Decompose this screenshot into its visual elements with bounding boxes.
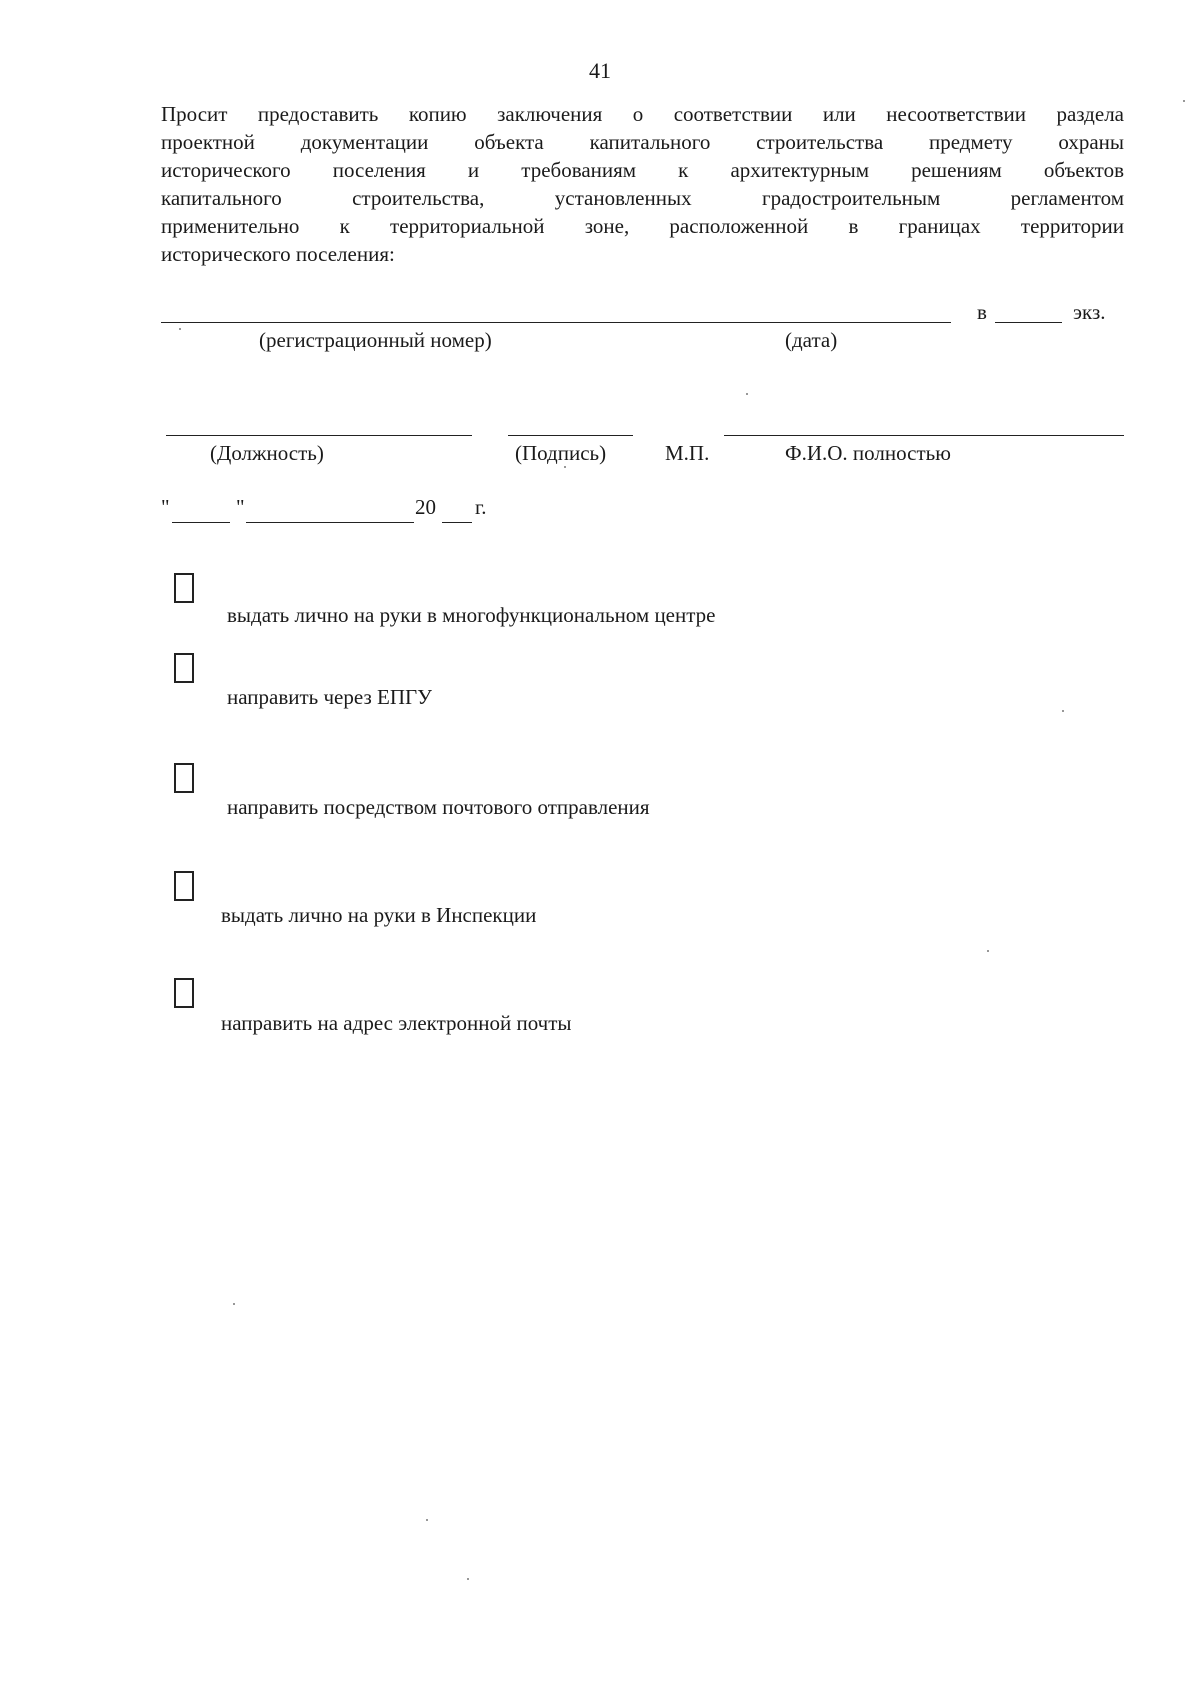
stamp-caption: М.П. <box>665 441 710 465</box>
request-paragraph <box>161 100 1124 268</box>
position-caption: (Должность) <box>210 441 324 465</box>
day-blank-line[interactable] <box>172 522 230 523</box>
checkbox-epgu[interactable] <box>174 653 194 683</box>
paragraph-line: исторического поселения и требованиям к архитектурным решениям объектов <box>161 158 1124 182</box>
checkbox-inspection[interactable] <box>174 871 194 901</box>
paragraph-line: капитального строительства, установленных градостроительным регламентом <box>161 186 1124 210</box>
paragraph-line: исторического поселения: <box>161 242 395 266</box>
checkbox-email[interactable] <box>174 978 194 1008</box>
scan-speck <box>426 1519 428 1521</box>
option-label-epgu: направить через ЕПГУ <box>227 685 433 709</box>
checkbox-post[interactable] <box>174 763 194 793</box>
paragraph-line: Просит предоставить копию заключения о соответствии или несоответствии раздела <box>161 102 1124 126</box>
date-quote-open: " <box>161 495 170 519</box>
month-blank-line[interactable] <box>246 522 414 523</box>
date-century: 20 <box>415 495 436 519</box>
scan-speck <box>233 1303 235 1305</box>
signature-caption: (Подпись) <box>515 441 607 465</box>
paragraph-line: проектной документации объекта капитального строительства предмету охраны <box>161 130 1124 154</box>
year-suffix: г. <box>475 495 487 519</box>
registration-number-caption: (регистрационный номер) <box>259 328 492 352</box>
copies-prefix: в <box>977 300 987 324</box>
position-blank-line[interactable] <box>166 435 472 436</box>
scan-speck <box>746 393 748 395</box>
full-name-caption: Ф.И.О. полностью <box>785 441 951 465</box>
scan-speck <box>1062 710 1064 712</box>
option-label-mfc: выдать лично на руки в многофункциональном центре <box>227 603 716 627</box>
full-name-blank-line[interactable] <box>724 435 1124 436</box>
scan-speck <box>467 1578 469 1580</box>
page-number: 41 <box>589 58 611 83</box>
checkbox-mfc[interactable] <box>174 573 194 603</box>
copies-count-blank-line[interactable] <box>995 322 1062 323</box>
date-quote-close: " <box>236 495 245 519</box>
scan-speck <box>987 950 989 952</box>
option-label-email: направить на адрес электронной почты <box>221 1011 572 1035</box>
year-blank-line[interactable] <box>442 522 472 523</box>
registration-date-blank-line[interactable] <box>161 322 951 323</box>
option-label-inspection: выдать лично на руки в Инспекции <box>221 903 537 927</box>
paragraph-line: применительно к территориальной зоне, расположенной в границах территории <box>161 214 1124 238</box>
copies-suffix: экз. <box>1073 300 1106 324</box>
scan-speck <box>564 466 566 468</box>
scan-speck <box>179 328 181 330</box>
scan-speck <box>1183 100 1185 102</box>
signature-blank-line[interactable] <box>508 435 633 436</box>
option-label-post: направить посредством почтового отправления <box>227 795 650 819</box>
date-caption: (дата) <box>785 328 838 352</box>
